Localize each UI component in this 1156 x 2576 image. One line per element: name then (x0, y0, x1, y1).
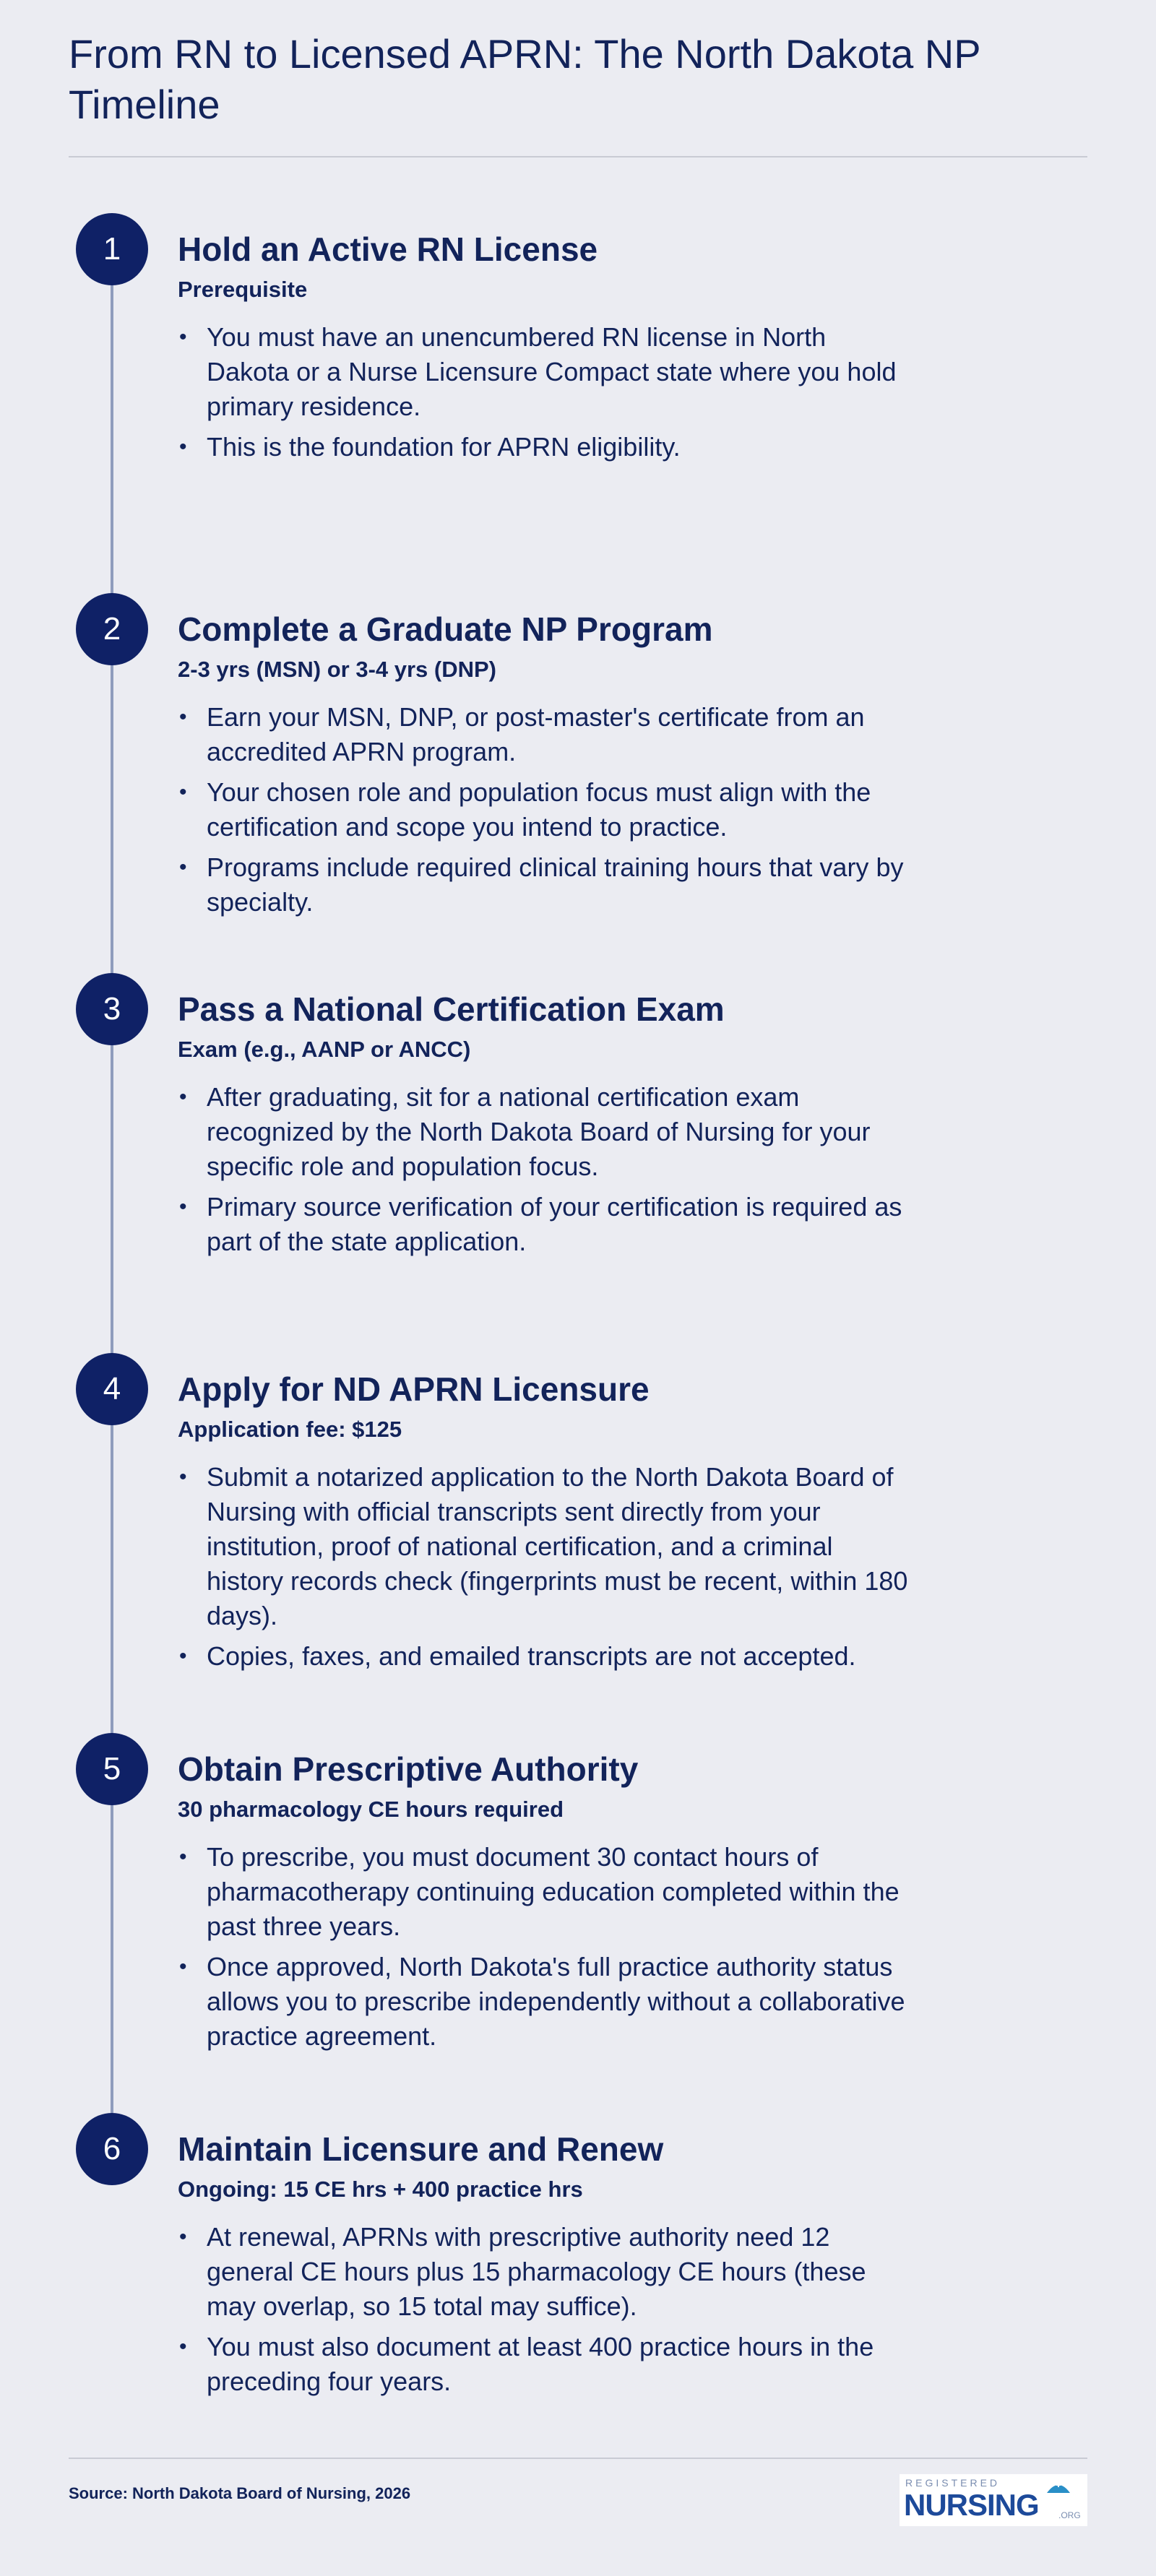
step-title: Hold an Active RN License (178, 230, 598, 268)
logo-suffix-text: .ORG (1058, 2510, 1081, 2520)
list-item: • Submit a notarized application to the North Dakota Board of Nursing with official transcripts sent directly from your institution, proof of national certification, and a criminal history records check (fingerprints must be recent, within 180 days). (178, 1460, 915, 1633)
step-title: Maintain Licensure and Renew (178, 2130, 664, 2168)
step-number-badge: 5 (76, 1733, 148, 1805)
step-bullet-list (178, 700, 915, 925)
list-item: • Primary source verification of your certification is required as part of the state application. (178, 1190, 915, 1259)
list-item: • To prescribe, you must document 30 contact hours of pharmacotherapy continuing education completed within the past three years. (178, 1840, 915, 1944)
step-subtitle: 30 pharmacology CE hours required (178, 1797, 564, 1822)
list-item: • You must have an unencumbered RN license in North Dakota or a Nurse Licensure Compact state where you hold primary residence. (178, 320, 915, 424)
nurse-cap-icon (1044, 2478, 1073, 2496)
step-bullet-list (178, 1080, 915, 1265)
step-subtitle: Application fee: $125 (178, 1417, 402, 1442)
step-bullet-list (178, 2220, 915, 2405)
step-title: Complete a Graduate NP Program (178, 610, 713, 648)
step-subtitle: Exam (e.g., AANP or ANCC) (178, 1037, 471, 1062)
list-item: • You must also document at least 400 practice hours in the preceding four years. (178, 2330, 915, 2399)
list-item: • Earn your MSN, DNP, or post-master's certificate from an accredited APRN program. (178, 700, 915, 769)
list-item: • Copies, faxes, and emailed transcripts are not accepted. (178, 1639, 915, 1674)
step-number-badge: 3 (76, 973, 148, 1045)
list-item: • Your chosen role and population focus must align with the certification and scope you intend to practice. (178, 775, 915, 844)
step-bullet-list (178, 320, 915, 470)
title-divider (69, 156, 1087, 157)
list-item: • This is the foundation for APRN eligibility. (178, 430, 915, 464)
step-number-badge: 2 (76, 593, 148, 665)
list-item: • After graduating, sit for a national certification exam recognized by the North Dakota Board of Nursing for your specific role and population focus. (178, 1080, 915, 1184)
list-item: • Programs include required clinical training hours that vary by specialty. (178, 850, 915, 920)
step-number-badge: 6 (76, 2113, 148, 2185)
step-subtitle: Prerequisite (178, 277, 308, 302)
step-bullet-list (178, 1840, 915, 2059)
step-number-badge: 1 (76, 213, 148, 285)
step-title: Obtain Prescriptive Authority (178, 1750, 639, 1788)
source-note: Source: North Dakota Board of Nursing, 2026 (69, 2484, 411, 2502)
list-item: • Once approved, North Dakota's full practice authority status allows you to prescribe independently without a collaborative practice agreement. (178, 1950, 915, 2054)
logo-top-text: REGISTERED (905, 2477, 1001, 2489)
step-subtitle: 2-3 yrs (MSN) or 3-4 yrs (DNP) (178, 657, 497, 682)
timeline-line (111, 249, 113, 2113)
step-title: Pass a National Certification Exam (178, 990, 725, 1028)
step-subtitle: Ongoing: 15 CE hrs + 400 practice hrs (178, 2177, 583, 2202)
footer-divider (69, 2458, 1087, 2459)
logo-main-text: NURSING (904, 2488, 1039, 2522)
step-number-badge: 4 (76, 1353, 148, 1425)
registered-nursing-logo[interactable] (900, 2474, 1087, 2526)
list-item: • At renewal, APRNs with prescriptive authority need 12 general CE hours plus 15 pharmacology CE hours (these may overlap, so 15 total may suffice). (178, 2220, 915, 2324)
page-title: From RN to Licensed APRN: The North Dakota NP Timeline (69, 31, 980, 127)
step-title: Apply for ND APRN Licensure (178, 1370, 650, 1408)
step-bullet-list (178, 1460, 915, 1680)
